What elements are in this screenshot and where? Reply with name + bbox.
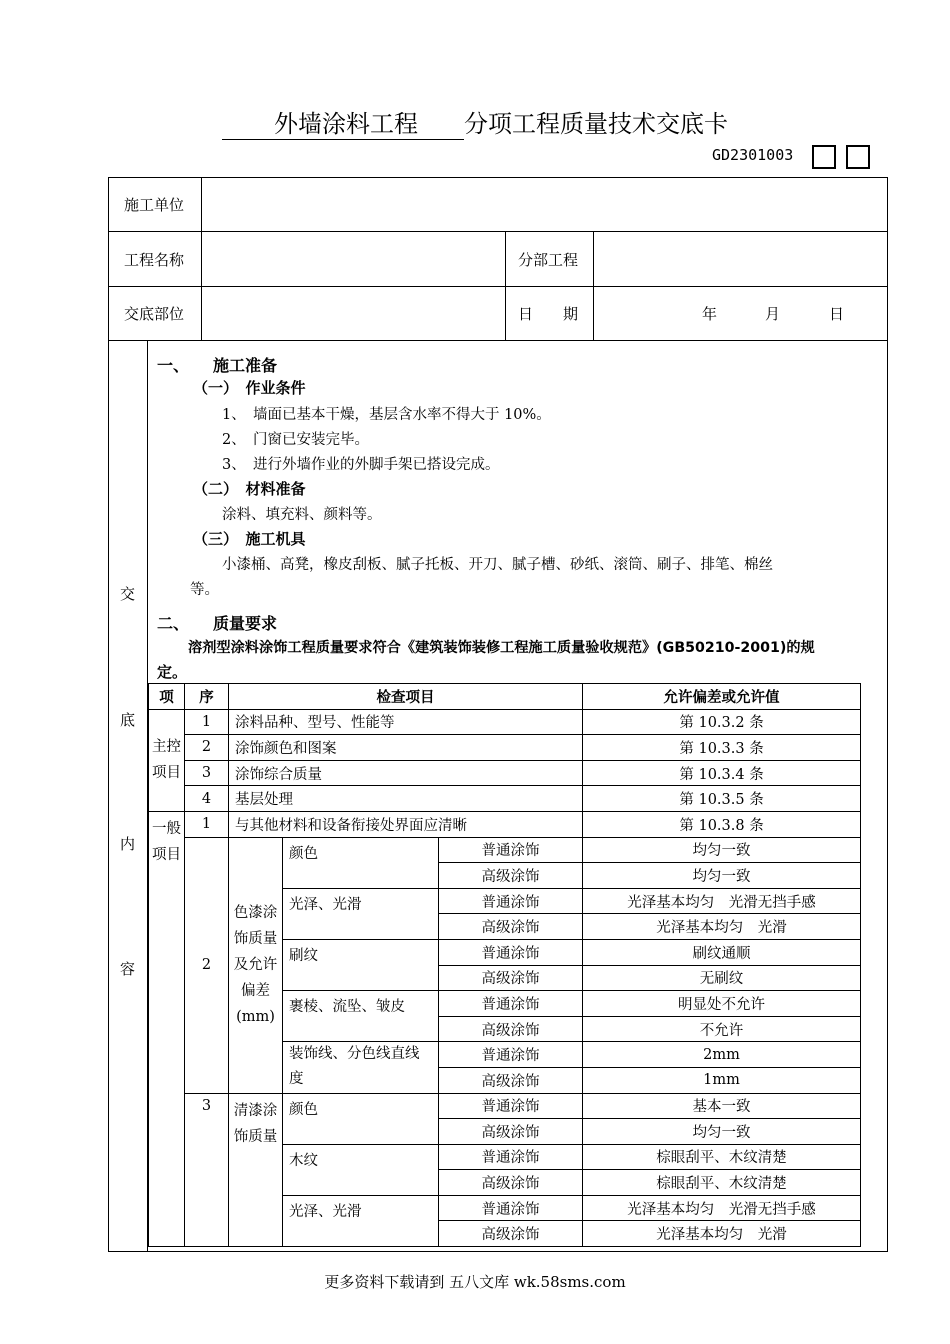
col-divider	[505, 231, 506, 340]
list-item: 3、 进行外墙作业的外脚手架已搭设完成。	[222, 457, 500, 473]
grade-value: 光泽基本均匀 光滑	[583, 1221, 861, 1247]
grade: 高级涂饰	[439, 1119, 583, 1145]
row-value: 第 10.3.4 条	[583, 760, 861, 786]
grade: 普通涂饰	[439, 888, 583, 914]
row-seq: 3	[185, 1093, 229, 1247]
table-row	[149, 786, 861, 812]
grade-value: 光泽基本均匀 光滑无挡手感	[583, 1195, 861, 1221]
title-blank: 外墙涂料工程	[222, 104, 464, 140]
sub-item: 颜色	[283, 837, 439, 888]
list-item: 1、 墙面已基本干燥，基层含水率不得大于 10%。	[222, 407, 551, 423]
month-label: 月	[765, 305, 781, 323]
row-seq: 3	[185, 760, 229, 786]
table-header-row	[149, 684, 861, 710]
grade: 普通涂饰	[439, 1144, 583, 1170]
grade-value: 光泽基本均匀 光滑	[583, 914, 861, 940]
subsection-title: （二） 材料准备	[193, 480, 306, 498]
grade: 高级涂饰	[439, 1221, 583, 1247]
subsection-title: （三） 施工机具	[193, 530, 306, 548]
list-item: 2、 门窗已安装完毕。	[222, 432, 369, 448]
category-label: 清漆涂饰质量	[229, 1093, 283, 1247]
header-seq: 序	[185, 684, 229, 710]
paragraph: 定。	[157, 663, 188, 681]
grade: 普通涂饰	[439, 1093, 583, 1119]
category-label: 色漆涂饰质量及允许偏差(mm)	[229, 837, 283, 1093]
quality-table	[148, 683, 861, 1247]
grade-value: 不允许	[583, 1016, 861, 1042]
year-label: 年	[702, 305, 718, 323]
part-label: 交底部位	[124, 305, 185, 323]
grade-value: 基本一致	[583, 1093, 861, 1119]
day-label: 日	[829, 305, 845, 323]
row-divider	[108, 340, 888, 341]
grade-value: 明显处不允许	[583, 991, 861, 1017]
row-value: 第 10.3.3 条	[583, 735, 861, 761]
row-seq: 1	[185, 709, 229, 735]
row-value: 第 10.3.8 条	[583, 811, 861, 837]
section-2-title: 质量要求	[213, 614, 278, 633]
sub-item: 光泽、光滑	[283, 888, 439, 939]
row-item: 涂饰颜色和图案	[229, 735, 583, 761]
table-row	[149, 837, 861, 863]
row-seq: 1	[185, 811, 229, 837]
unit-label: 施工单位	[124, 196, 185, 214]
sub-item: 裹棱、流坠、皱皮	[283, 991, 439, 1042]
header-check: 检查项目	[229, 684, 583, 710]
row-item: 涂饰综合质量	[229, 760, 583, 786]
project-label: 工程名称	[124, 251, 185, 269]
grade-value: 棕眼刮平、木纹清楚	[583, 1170, 861, 1196]
grade: 高级涂饰	[439, 1016, 583, 1042]
side-label-char: 交	[120, 585, 136, 603]
header-allow: 允许偏差或允许值	[583, 684, 861, 710]
subsection-title: （一） 作业条件	[193, 379, 306, 397]
sub-item: 刷纹	[283, 939, 439, 990]
grade: 高级涂饰	[439, 965, 583, 991]
sub-item: 颜色	[283, 1093, 439, 1144]
grade-value: 刷纹通顺	[583, 939, 861, 965]
grade: 高级涂饰	[439, 914, 583, 940]
grade-value: 均匀一致	[583, 837, 861, 863]
row-divider	[108, 286, 888, 287]
grade-value: 2mm	[583, 1042, 861, 1068]
grade-value: 棕眼刮平、木纹清楚	[583, 1144, 861, 1170]
header-item: 项	[149, 684, 185, 710]
date-label: 日 期	[518, 305, 579, 323]
row-value: 第 10.3.2 条	[583, 709, 861, 735]
grade: 普通涂饰	[439, 837, 583, 863]
col-divider	[201, 177, 202, 340]
side-label-char: 容	[120, 960, 136, 978]
row-item: 与其他材料和设备衔接处界面应清晰	[229, 811, 583, 837]
paragraph: 涂料、填充料、颜料等。	[222, 507, 382, 523]
sub-item: 木纹	[283, 1144, 439, 1195]
sub-item: 装饰线、分色线直线度	[283, 1042, 439, 1093]
row-seq: 2	[185, 735, 229, 761]
grade-value: 均匀一致	[583, 863, 861, 889]
side-label-char: 内	[120, 835, 136, 853]
grade-value: 均匀一致	[583, 1119, 861, 1145]
table-row	[149, 811, 861, 837]
section-2-number: 二、	[157, 614, 190, 633]
grade: 高级涂饰	[439, 863, 583, 889]
paragraph: 溶剂型涂料涂饰工程质量要求符合《建筑装饰装修工程施工质量验收规范》(GB50210-2001)的规	[188, 640, 815, 656]
paragraph: 等。	[190, 582, 219, 598]
grade: 高级涂饰	[439, 1170, 583, 1196]
table-row	[149, 735, 861, 761]
side-label-char: 底	[120, 711, 136, 729]
section-1-number: 一、	[157, 356, 190, 375]
col-divider	[593, 231, 594, 340]
row-seq: 2	[185, 837, 229, 1093]
document-code: GD2301003	[712, 146, 794, 164]
row-divider	[108, 231, 888, 232]
grade: 普通涂饰	[439, 1195, 583, 1221]
grade-value: 无刷纹	[583, 965, 861, 991]
row-value: 第 10.3.5 条	[583, 786, 861, 812]
document-title	[0, 104, 950, 140]
checkbox-2[interactable]	[846, 145, 870, 169]
table-row	[149, 760, 861, 786]
grade-value: 光泽基本均匀 光滑无挡手感	[583, 888, 861, 914]
grade: 高级涂饰	[439, 1067, 583, 1093]
grade: 普通涂饰	[439, 991, 583, 1017]
sub-item: 光泽、光滑	[283, 1195, 439, 1246]
footer-text: 更多资料下载请到 五八文库 wk.58sms.com	[324, 1273, 626, 1291]
main-group-label: 主控项目	[149, 709, 185, 811]
division-label: 分部工程	[518, 251, 579, 269]
general-group-label: 一般项目	[149, 811, 185, 1246]
grade: 普通涂饰	[439, 1042, 583, 1068]
grade: 普通涂饰	[439, 939, 583, 965]
section-1-title: 施工准备	[213, 356, 278, 375]
checkbox-1[interactable]	[812, 145, 836, 169]
table-row	[149, 1093, 861, 1119]
row-seq: 4	[185, 786, 229, 812]
table-row	[149, 709, 861, 735]
grade-value: 1mm	[583, 1067, 861, 1093]
title-suffix: 分项工程质量技术交底卡	[464, 110, 728, 138]
paragraph: 小漆桶、高凳，橡皮刮板、腻子托板、开刀、腻子槽、砂纸、滚筒、刷子、排笔、棉丝	[222, 557, 773, 573]
row-item: 涂料品种、型号、性能等	[229, 709, 583, 735]
row-item: 基层处理	[229, 786, 583, 812]
